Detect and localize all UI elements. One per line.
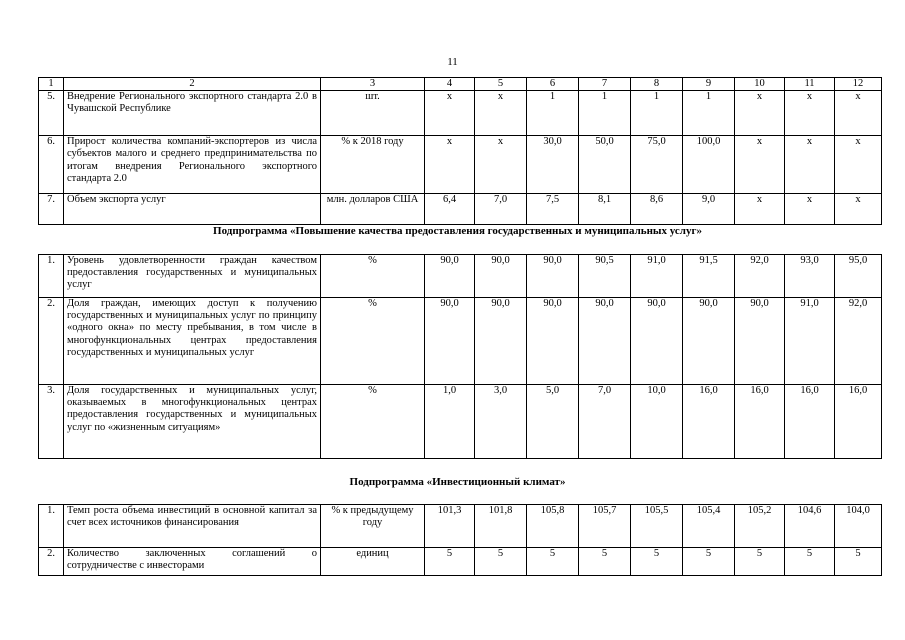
column-number-cell: 9 — [683, 78, 735, 91]
indicator-name-cell: Внедрение Регионального экспортного стандарта 2.0 в Чувашской Республике — [64, 91, 321, 136]
table-row — [39, 255, 882, 298]
page-number: 11 — [447, 56, 458, 68]
value-cell: 7,0 — [579, 385, 631, 459]
value-cell: 3,0 — [475, 385, 527, 459]
unit-cell: млн. долларов США — [321, 194, 425, 225]
value-cell: 16,0 — [735, 385, 785, 459]
column-number-cell: 12 — [835, 78, 882, 91]
value-cell: 16,0 — [835, 385, 882, 459]
column-number-cell: 7 — [579, 78, 631, 91]
value-cell: 8,6 — [631, 194, 683, 225]
value-cell: 90,0 — [425, 255, 475, 298]
value-cell: x — [425, 91, 475, 136]
column-number-cell: 10 — [735, 78, 785, 91]
column-number-cell: 3 — [321, 78, 425, 91]
unit-cell: % к предыдущему году — [321, 505, 425, 548]
column-number-cell: 11 — [785, 78, 835, 91]
value-cell: 1,0 — [425, 385, 475, 459]
value-cell: 101,3 — [425, 505, 475, 548]
value-cell: 5 — [735, 548, 785, 576]
value-cell: 5,0 — [527, 385, 579, 459]
indicator-name-cell: Количество заключенных соглашений о сотрудничестве с инвесторами — [64, 548, 321, 576]
indicator-name-cell: Объем экспорта услуг — [64, 194, 321, 225]
value-cell: x — [785, 136, 835, 194]
subprogram-title-investment: Подпрограмма «Инвестиционный климат» — [349, 476, 566, 488]
value-cell: 90,0 — [631, 298, 683, 385]
value-cell: 90,0 — [475, 298, 527, 385]
table-row — [39, 136, 882, 194]
value-cell: 75,0 — [631, 136, 683, 194]
table-row — [39, 194, 882, 225]
value-cell: 1 — [579, 91, 631, 136]
unit-cell: шт. — [321, 91, 425, 136]
column-number-cell: 4 — [425, 78, 475, 91]
value-cell: 105,4 — [683, 505, 735, 548]
row-number-cell: 2. — [39, 298, 64, 385]
value-cell: 90,0 — [683, 298, 735, 385]
value-cell: 90,5 — [579, 255, 631, 298]
indicator-name-cell: Темп роста объема инвестиций в основной капитал за счет всех источников финансирования — [64, 505, 321, 548]
unit-cell: % — [321, 385, 425, 459]
value-cell: 9,0 — [683, 194, 735, 225]
value-cell: 100,0 — [683, 136, 735, 194]
value-cell: 92,0 — [835, 298, 882, 385]
value-cell: 92,0 — [735, 255, 785, 298]
subprogram-title-services: Подпрограмма «Повышение качества предоставления государственных и муниципальных услуг» — [213, 225, 702, 237]
indicators-table-services — [38, 254, 882, 459]
value-cell: 91,0 — [631, 255, 683, 298]
indicator-name-cell: Уровень удовлетворенности граждан качеством предоставления государственных и муниципальных услуг — [64, 255, 321, 298]
value-cell: x — [785, 91, 835, 136]
value-cell: 101,8 — [475, 505, 527, 548]
value-cell: x — [785, 194, 835, 225]
value-cell: 90,0 — [425, 298, 475, 385]
value-cell: x — [735, 91, 785, 136]
value-cell: 90,0 — [527, 298, 579, 385]
value-cell: 5 — [527, 548, 579, 576]
value-cell: 5 — [425, 548, 475, 576]
unit-cell: % к 2018 году — [321, 136, 425, 194]
indicator-name-cell: Прирост количества компаний-экспортеров из числа субъектов малого и среднего предпринимательства по итогам внедрения Регионального экспортного стандарта 2.0 — [64, 136, 321, 194]
value-cell: 5 — [631, 548, 683, 576]
row-number-cell: 3. — [39, 385, 64, 459]
value-cell: 5 — [835, 548, 882, 576]
table-row — [39, 505, 882, 548]
indicators-table-export — [38, 77, 882, 225]
table-header-row — [39, 78, 882, 91]
value-cell: x — [835, 136, 882, 194]
value-cell: 105,7 — [579, 505, 631, 548]
unit-cell: % — [321, 255, 425, 298]
row-number-cell: 2. — [39, 548, 64, 576]
value-cell: 5 — [579, 548, 631, 576]
value-cell: 10,0 — [631, 385, 683, 459]
table-row — [39, 385, 882, 459]
table-row — [39, 548, 882, 576]
column-number-cell: 2 — [64, 78, 321, 91]
row-number-cell: 7. — [39, 194, 64, 225]
unit-cell: % — [321, 298, 425, 385]
value-cell: 1 — [683, 91, 735, 136]
row-number-cell: 6. — [39, 136, 64, 194]
row-number-cell: 1. — [39, 505, 64, 548]
value-cell: x — [835, 91, 882, 136]
indicator-name-cell: Доля граждан, имеющих доступ к получению государственных и муниципальных услуг по принципу «одного окна» по месту пребывания, в том числе в многофункциональных центрах предоставления государственных и муниципальных услуг — [64, 298, 321, 385]
value-cell: 6,4 — [425, 194, 475, 225]
value-cell: 105,5 — [631, 505, 683, 548]
value-cell: 5 — [785, 548, 835, 576]
column-number-cell: 8 — [631, 78, 683, 91]
value-cell: 93,0 — [785, 255, 835, 298]
value-cell: 90,0 — [735, 298, 785, 385]
value-cell: 1 — [631, 91, 683, 136]
value-cell: 91,0 — [785, 298, 835, 385]
value-cell: 50,0 — [579, 136, 631, 194]
value-cell: x — [425, 136, 475, 194]
value-cell: 5 — [683, 548, 735, 576]
value-cell: x — [475, 136, 527, 194]
value-cell: 16,0 — [683, 385, 735, 459]
table-row — [39, 91, 882, 136]
value-cell: 90,0 — [527, 255, 579, 298]
column-number-cell: 5 — [475, 78, 527, 91]
value-cell: 7,5 — [527, 194, 579, 225]
value-cell: x — [735, 194, 785, 225]
value-cell: x — [475, 91, 527, 136]
value-cell: 7,0 — [475, 194, 527, 225]
column-number-cell: 6 — [527, 78, 579, 91]
value-cell: 105,8 — [527, 505, 579, 548]
value-cell: 90,0 — [579, 298, 631, 385]
value-cell: 16,0 — [785, 385, 835, 459]
row-number-cell: 5. — [39, 91, 64, 136]
row-number-cell: 1. — [39, 255, 64, 298]
value-cell: x — [835, 194, 882, 225]
column-number-cell: 1 — [39, 78, 64, 91]
value-cell: 105,2 — [735, 505, 785, 548]
value-cell: 5 — [475, 548, 527, 576]
value-cell: 1 — [527, 91, 579, 136]
value-cell: 95,0 — [835, 255, 882, 298]
value-cell: 30,0 — [527, 136, 579, 194]
unit-cell: единиц — [321, 548, 425, 576]
value-cell: 104,6 — [785, 505, 835, 548]
value-cell: 91,5 — [683, 255, 735, 298]
indicators-table-investment — [38, 504, 882, 576]
table-row — [39, 298, 882, 385]
indicator-name-cell: Доля государственных и муниципальных услуг, оказываемых в многофункциональных центрах предоставления государственных и муниципальных услуг по «жизненным ситуациям» — [64, 385, 321, 459]
value-cell: 104,0 — [835, 505, 882, 548]
value-cell: x — [735, 136, 785, 194]
value-cell: 90,0 — [475, 255, 527, 298]
value-cell: 8,1 — [579, 194, 631, 225]
